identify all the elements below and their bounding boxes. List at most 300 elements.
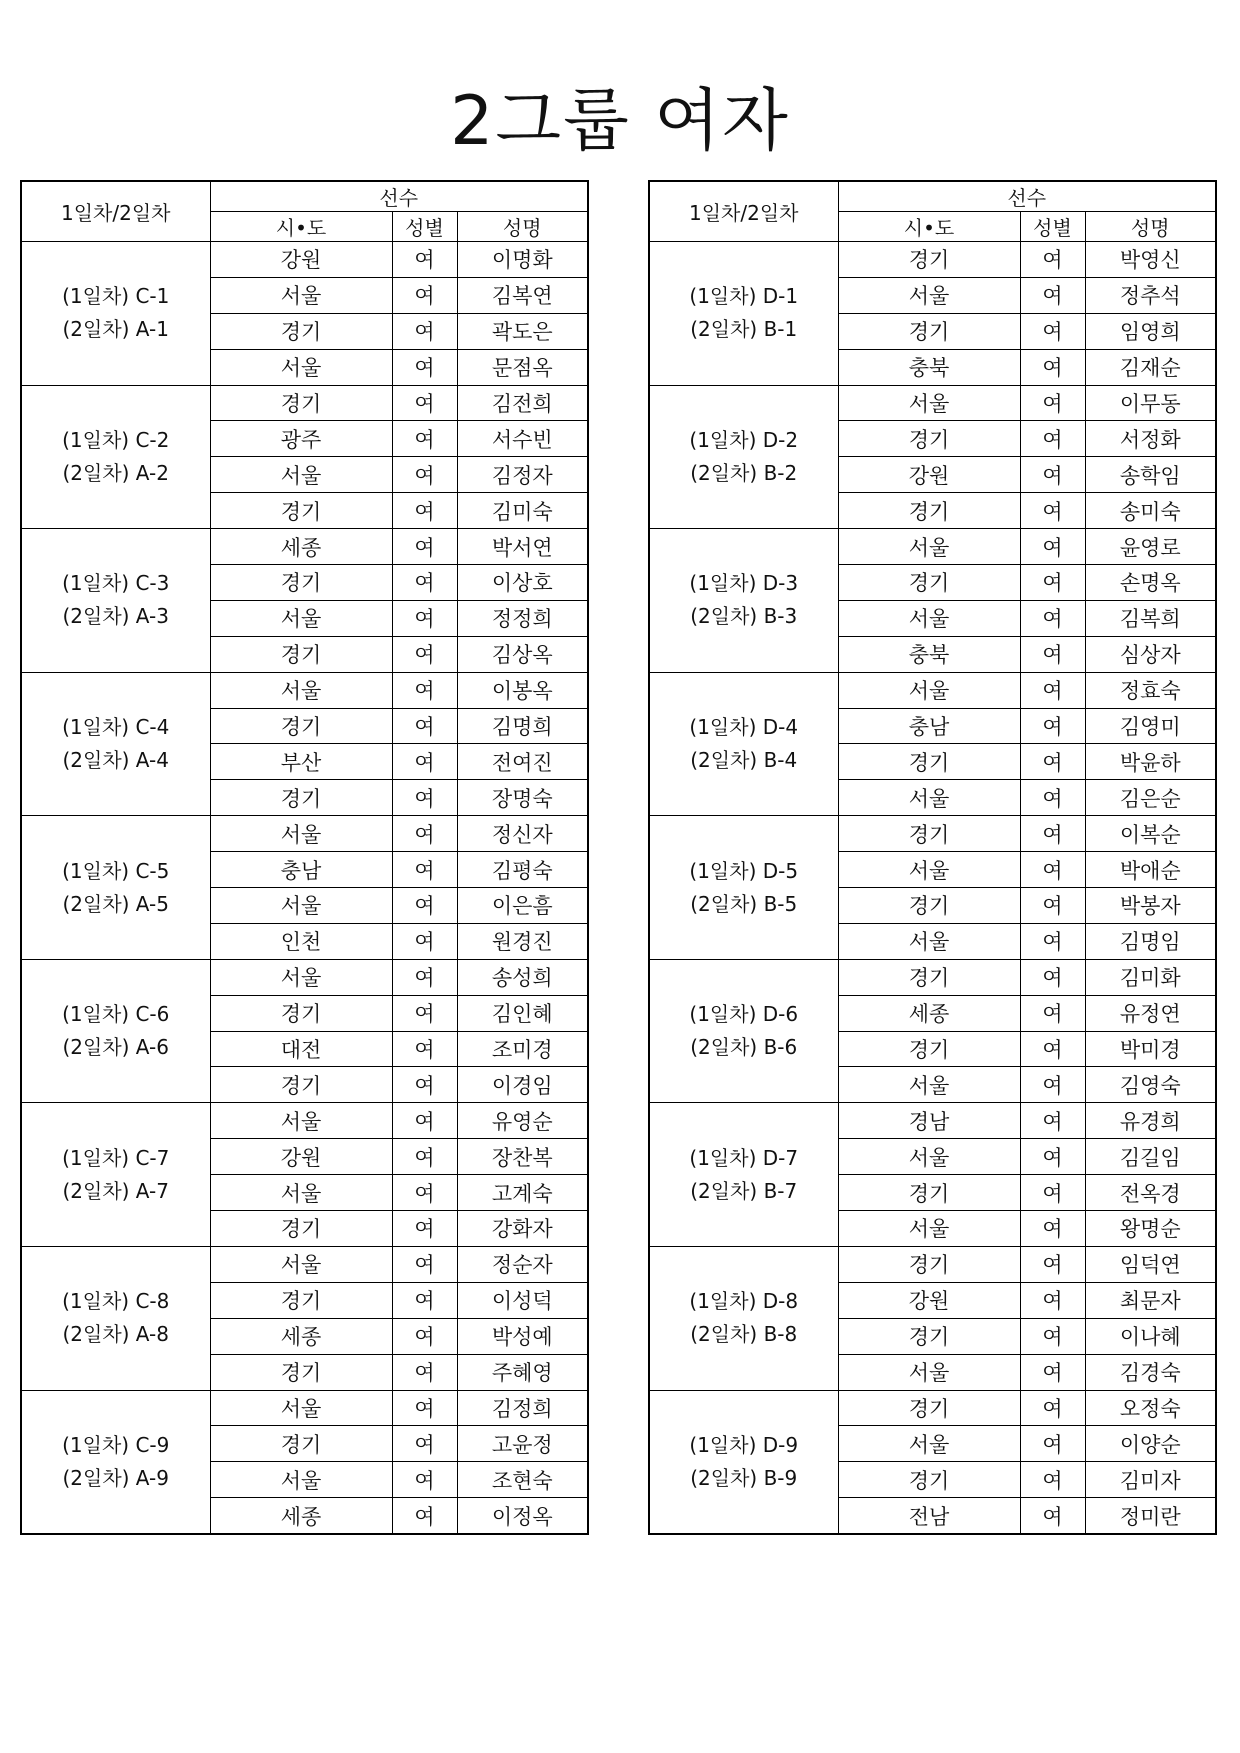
group-label bbox=[21, 1390, 210, 1534]
player-region: 세종 bbox=[210, 529, 392, 565]
player-region: 경남 bbox=[838, 1103, 1020, 1139]
player-name: 김미화 bbox=[1085, 959, 1216, 995]
player-name: 고윤정 bbox=[457, 1426, 588, 1462]
player-gender: 여 bbox=[1020, 672, 1085, 708]
player-name: 송성희 bbox=[457, 959, 588, 995]
player-gender: 여 bbox=[392, 1390, 457, 1426]
player-gender: 여 bbox=[392, 636, 457, 672]
player-region: 경기 bbox=[838, 1246, 1020, 1282]
day2-slot: (2일차) B-3 bbox=[690, 604, 798, 629]
player-name: 장명숙 bbox=[457, 780, 588, 816]
day2-slot: (2일차) A-4 bbox=[62, 747, 169, 772]
table-row bbox=[649, 1390, 1216, 1426]
player-name: 송미숙 bbox=[1085, 493, 1216, 529]
player-name: 왕명순 bbox=[1085, 1211, 1216, 1247]
player-name: 전옥경 bbox=[1085, 1175, 1216, 1211]
player-gender: 여 bbox=[1020, 1426, 1085, 1462]
player-name: 이봉옥 bbox=[457, 672, 588, 708]
player-gender: 여 bbox=[1020, 1246, 1085, 1282]
player-region: 서울 bbox=[210, 1390, 392, 1426]
table-row bbox=[21, 672, 588, 708]
player-region: 서울 bbox=[838, 672, 1020, 708]
player-name: 김미숙 bbox=[457, 493, 588, 529]
player-name: 서정화 bbox=[1085, 421, 1216, 457]
player-name: 김정자 bbox=[457, 457, 588, 493]
player-region: 서울 bbox=[210, 1103, 392, 1139]
player-region: 서울 bbox=[838, 385, 1020, 421]
player-name: 이경임 bbox=[457, 1067, 588, 1103]
day2-slot: (2일차) B-7 bbox=[690, 1178, 798, 1203]
player-gender: 여 bbox=[392, 780, 457, 816]
day1-slot: (1일차) C-4 bbox=[62, 714, 170, 739]
player-gender: 여 bbox=[1020, 493, 1085, 529]
player-name: 윤영로 bbox=[1085, 529, 1216, 565]
player-gender: 여 bbox=[1020, 636, 1085, 672]
player-region: 서울 bbox=[210, 672, 392, 708]
player-name: 박윤하 bbox=[1085, 744, 1216, 780]
day1-slot: (1일차) D-1 bbox=[689, 284, 799, 309]
player-name: 전여진 bbox=[457, 744, 588, 780]
player-name: 김영미 bbox=[1085, 708, 1216, 744]
player-region: 서울 bbox=[838, 277, 1020, 313]
player-gender: 여 bbox=[392, 385, 457, 421]
group-label bbox=[649, 242, 838, 386]
player-gender: 여 bbox=[1020, 1390, 1085, 1426]
player-name: 고계숙 bbox=[457, 1175, 588, 1211]
player-region: 경기 bbox=[210, 636, 392, 672]
player-gender: 여 bbox=[1020, 923, 1085, 959]
player-name: 임영희 bbox=[1085, 313, 1216, 349]
player-gender: 여 bbox=[1020, 888, 1085, 924]
day1-slot: (1일차) D-4 bbox=[689, 714, 799, 739]
day2-slot: (2일차) B-5 bbox=[690, 891, 798, 916]
player-gender: 여 bbox=[1020, 780, 1085, 816]
left-roster-table bbox=[20, 180, 589, 1535]
player-region: 서울 bbox=[210, 888, 392, 924]
player-region: 강원 bbox=[838, 1282, 1020, 1318]
player-region: 경기 bbox=[838, 313, 1020, 349]
player-gender: 여 bbox=[392, 1211, 457, 1247]
player-name: 김은순 bbox=[1085, 780, 1216, 816]
player-name: 손명옥 bbox=[1085, 565, 1216, 601]
player-gender: 여 bbox=[392, 959, 457, 995]
day2-slot: (2일차) B-6 bbox=[690, 1035, 798, 1060]
player-gender: 여 bbox=[1020, 1211, 1085, 1247]
player-gender: 여 bbox=[1020, 708, 1085, 744]
player-name: 김평숙 bbox=[457, 852, 588, 888]
day2-slot: (2일차) A-3 bbox=[62, 604, 169, 629]
player-region: 경기 bbox=[838, 744, 1020, 780]
player-gender: 여 bbox=[392, 313, 457, 349]
player-name: 정효숙 bbox=[1085, 672, 1216, 708]
player-region: 서울 bbox=[210, 349, 392, 385]
player-gender: 여 bbox=[392, 1067, 457, 1103]
group-label bbox=[21, 1246, 210, 1390]
day-header: 1일차/2일차 bbox=[21, 181, 210, 242]
player-region: 경기 bbox=[210, 1211, 392, 1247]
group-label bbox=[649, 1246, 838, 1390]
player-name: 김복희 bbox=[1085, 600, 1216, 636]
table-row bbox=[21, 529, 588, 565]
day1-slot: (1일차) C-1 bbox=[62, 284, 170, 309]
player-name: 김복연 bbox=[457, 277, 588, 313]
player-region: 충북 bbox=[838, 636, 1020, 672]
day-header: 1일차/2일차 bbox=[649, 181, 838, 242]
group-label bbox=[21, 816, 210, 960]
player-gender: 여 bbox=[392, 1175, 457, 1211]
table-row bbox=[649, 672, 1216, 708]
player-region: 경기 bbox=[210, 1426, 392, 1462]
player-region: 경기 bbox=[838, 1462, 1020, 1498]
player-gender: 여 bbox=[1020, 959, 1085, 995]
player-name: 유경희 bbox=[1085, 1103, 1216, 1139]
player-region: 경기 bbox=[838, 1175, 1020, 1211]
day1-slot: (1일차) D-3 bbox=[689, 571, 799, 596]
player-gender: 여 bbox=[392, 816, 457, 852]
group-label bbox=[649, 1390, 838, 1534]
player-region: 경기 bbox=[210, 385, 392, 421]
player-name: 김인혜 bbox=[457, 995, 588, 1031]
player-gender: 여 bbox=[1020, 277, 1085, 313]
player-gender: 여 bbox=[1020, 1175, 1085, 1211]
player-region: 충남 bbox=[838, 708, 1020, 744]
player-name: 조현숙 bbox=[457, 1462, 588, 1498]
player-gender: 여 bbox=[1020, 600, 1085, 636]
player-region: 강원 bbox=[210, 242, 392, 278]
player-name: 장찬복 bbox=[457, 1139, 588, 1175]
player-region: 강원 bbox=[838, 457, 1020, 493]
player-gender: 여 bbox=[392, 744, 457, 780]
player-region: 서울 bbox=[210, 457, 392, 493]
gender-header: 성별 bbox=[392, 212, 457, 242]
day2-slot: (2일차) A-7 bbox=[62, 1178, 169, 1203]
player-header: 선수 bbox=[838, 181, 1216, 212]
player-name: 박서연 bbox=[457, 529, 588, 565]
player-gender: 여 bbox=[392, 277, 457, 313]
player-gender: 여 bbox=[392, 1426, 457, 1462]
player-name: 강화자 bbox=[457, 1211, 588, 1247]
player-region: 경기 bbox=[210, 493, 392, 529]
day1-slot: (1일차) C-2 bbox=[62, 427, 170, 452]
player-gender: 여 bbox=[1020, 1282, 1085, 1318]
player-name: 조미경 bbox=[457, 1031, 588, 1067]
day1-slot: (1일차) D-5 bbox=[689, 858, 799, 883]
player-name: 김경숙 bbox=[1085, 1354, 1216, 1390]
player-region: 서울 bbox=[838, 529, 1020, 565]
table-row bbox=[649, 242, 1216, 278]
player-name: 이무동 bbox=[1085, 385, 1216, 421]
player-gender: 여 bbox=[392, 457, 457, 493]
player-gender: 여 bbox=[392, 708, 457, 744]
player-name: 정정희 bbox=[457, 600, 588, 636]
player-region: 부산 bbox=[210, 744, 392, 780]
player-region: 경기 bbox=[210, 995, 392, 1031]
table-row bbox=[21, 1390, 588, 1426]
group-label bbox=[21, 529, 210, 673]
table-row bbox=[21, 959, 588, 995]
player-name: 이양순 bbox=[1085, 1426, 1216, 1462]
group-label bbox=[649, 816, 838, 960]
player-name: 정미란 bbox=[1085, 1498, 1216, 1534]
player-gender: 여 bbox=[392, 1318, 457, 1354]
player-name: 김상옥 bbox=[457, 636, 588, 672]
player-gender: 여 bbox=[392, 529, 457, 565]
day1-slot: (1일차) C-3 bbox=[62, 571, 170, 596]
player-gender: 여 bbox=[392, 1103, 457, 1139]
player-name: 최문자 bbox=[1085, 1282, 1216, 1318]
group-label bbox=[21, 672, 210, 816]
day1-slot: (1일차) D-9 bbox=[689, 1432, 799, 1457]
player-name: 주혜영 bbox=[457, 1354, 588, 1390]
player-name: 김길임 bbox=[1085, 1139, 1216, 1175]
player-name: 문점옥 bbox=[457, 349, 588, 385]
player-header: 선수 bbox=[210, 181, 588, 212]
player-name: 이성덕 bbox=[457, 1282, 588, 1318]
player-name: 김명임 bbox=[1085, 923, 1216, 959]
group-label bbox=[649, 1103, 838, 1247]
player-gender: 여 bbox=[1020, 313, 1085, 349]
player-region: 서울 bbox=[838, 923, 1020, 959]
player-gender: 여 bbox=[392, 1462, 457, 1498]
player-region: 세종 bbox=[210, 1318, 392, 1354]
day2-slot: (2일차) A-6 bbox=[62, 1035, 169, 1060]
player-gender: 여 bbox=[392, 1282, 457, 1318]
left-roster-body bbox=[21, 242, 588, 1535]
player-region: 경기 bbox=[210, 708, 392, 744]
group-label bbox=[649, 385, 838, 529]
player-gender: 여 bbox=[1020, 529, 1085, 565]
player-region: 서울 bbox=[210, 1175, 392, 1211]
player-name: 정신자 bbox=[457, 816, 588, 852]
player-name: 박영신 bbox=[1085, 242, 1216, 278]
player-name: 곽도은 bbox=[457, 313, 588, 349]
player-gender: 여 bbox=[392, 493, 457, 529]
player-gender: 여 bbox=[392, 242, 457, 278]
player-region: 광주 bbox=[210, 421, 392, 457]
player-name: 서수빈 bbox=[457, 421, 588, 457]
day2-slot: (2일차) A-9 bbox=[62, 1465, 169, 1490]
player-region: 경기 bbox=[838, 242, 1020, 278]
player-gender: 여 bbox=[392, 672, 457, 708]
player-gender: 여 bbox=[392, 421, 457, 457]
player-gender: 여 bbox=[392, 1139, 457, 1175]
group-label bbox=[21, 959, 210, 1103]
player-region: 대전 bbox=[210, 1031, 392, 1067]
day1-slot: (1일차) D-8 bbox=[689, 1289, 799, 1314]
player-region: 경기 bbox=[838, 1318, 1020, 1354]
player-name: 김전희 bbox=[457, 385, 588, 421]
day1-slot: (1일차) C-9 bbox=[62, 1432, 170, 1457]
player-name: 이복순 bbox=[1085, 816, 1216, 852]
player-region: 경기 bbox=[838, 816, 1020, 852]
player-name: 이나혜 bbox=[1085, 1318, 1216, 1354]
player-name: 임덕연 bbox=[1085, 1246, 1216, 1282]
player-gender: 여 bbox=[392, 1498, 457, 1534]
region-header: 시•도 bbox=[838, 212, 1020, 242]
player-name: 이명화 bbox=[457, 242, 588, 278]
table-row bbox=[21, 242, 588, 278]
day1-slot: (1일차) C-6 bbox=[62, 1002, 170, 1027]
day1-slot: (1일차) C-8 bbox=[62, 1289, 170, 1314]
player-region: 서울 bbox=[838, 852, 1020, 888]
player-region: 경기 bbox=[838, 493, 1020, 529]
player-name: 이상호 bbox=[457, 565, 588, 601]
right-roster-body bbox=[649, 242, 1216, 1535]
player-gender: 여 bbox=[1020, 1139, 1085, 1175]
table-row bbox=[649, 529, 1216, 565]
region-header: 시•도 bbox=[210, 212, 392, 242]
gender-header: 성별 bbox=[1020, 212, 1085, 242]
player-region: 서울 bbox=[210, 816, 392, 852]
day2-slot: (2일차) B-9 bbox=[690, 1465, 798, 1490]
player-gender: 여 bbox=[1020, 1462, 1085, 1498]
table-row bbox=[649, 1103, 1216, 1139]
player-name: 이정옥 bbox=[457, 1498, 588, 1534]
day2-slot: (2일차) B-4 bbox=[690, 747, 798, 772]
day1-slot: (1일차) D-6 bbox=[689, 1002, 799, 1027]
group-label bbox=[21, 385, 210, 529]
player-name: 박애순 bbox=[1085, 852, 1216, 888]
player-gender: 여 bbox=[1020, 1318, 1085, 1354]
player-region: 충북 bbox=[838, 349, 1020, 385]
player-name: 유영순 bbox=[457, 1103, 588, 1139]
player-gender: 여 bbox=[1020, 1067, 1085, 1103]
day2-slot: (2일차) A-8 bbox=[62, 1322, 169, 1347]
player-gender: 여 bbox=[1020, 816, 1085, 852]
player-region: 서울 bbox=[210, 1462, 392, 1498]
page-title: 2그룹 여자 bbox=[450, 82, 790, 161]
player-name: 박성예 bbox=[457, 1318, 588, 1354]
player-region: 인천 bbox=[210, 923, 392, 959]
group-label bbox=[649, 529, 838, 673]
player-name: 오정숙 bbox=[1085, 1390, 1216, 1426]
player-region: 서울 bbox=[210, 600, 392, 636]
group-label bbox=[21, 1103, 210, 1247]
player-gender: 여 bbox=[1020, 457, 1085, 493]
player-region: 경기 bbox=[838, 1031, 1020, 1067]
player-region: 충남 bbox=[210, 852, 392, 888]
player-gender: 여 bbox=[1020, 242, 1085, 278]
player-region: 경기 bbox=[210, 565, 392, 601]
player-name: 김재순 bbox=[1085, 349, 1216, 385]
player-gender: 여 bbox=[392, 852, 457, 888]
player-region: 서울 bbox=[838, 600, 1020, 636]
day2-slot: (2일차) B-8 bbox=[690, 1322, 798, 1347]
player-gender: 여 bbox=[392, 888, 457, 924]
group-label bbox=[21, 242, 210, 386]
player-gender: 여 bbox=[392, 1354, 457, 1390]
player-region: 경기 bbox=[838, 888, 1020, 924]
player-name: 김명희 bbox=[457, 708, 588, 744]
player-region: 경기 bbox=[838, 1390, 1020, 1426]
table-row bbox=[21, 816, 588, 852]
player-region: 서울 bbox=[210, 1246, 392, 1282]
player-gender: 여 bbox=[392, 565, 457, 601]
player-region: 서울 bbox=[838, 1426, 1020, 1462]
player-gender: 여 bbox=[1020, 852, 1085, 888]
player-region: 세종 bbox=[210, 1498, 392, 1534]
right-roster-table bbox=[648, 180, 1217, 1535]
player-name: 원경진 bbox=[457, 923, 588, 959]
player-region: 경기 bbox=[210, 1354, 392, 1390]
player-region: 강원 bbox=[210, 1139, 392, 1175]
name-header: 성명 bbox=[457, 212, 588, 242]
player-gender: 여 bbox=[392, 600, 457, 636]
player-region: 서울 bbox=[210, 277, 392, 313]
player-name: 심상자 bbox=[1085, 636, 1216, 672]
player-region: 경기 bbox=[210, 1282, 392, 1318]
player-gender: 여 bbox=[392, 995, 457, 1031]
player-region: 세종 bbox=[838, 995, 1020, 1031]
day1-slot: (1일차) D-7 bbox=[689, 1145, 799, 1170]
player-gender: 여 bbox=[1020, 565, 1085, 601]
player-region: 경기 bbox=[210, 1067, 392, 1103]
player-name: 김정희 bbox=[457, 1390, 588, 1426]
table-row bbox=[649, 1246, 1216, 1282]
player-region: 경기 bbox=[210, 780, 392, 816]
player-gender: 여 bbox=[392, 349, 457, 385]
day2-slot: (2일차) A-5 bbox=[62, 891, 169, 916]
player-name: 정순자 bbox=[457, 1246, 588, 1282]
player-gender: 여 bbox=[1020, 421, 1085, 457]
table-row bbox=[21, 1103, 588, 1139]
day2-slot: (2일차) B-2 bbox=[690, 460, 798, 485]
group-label bbox=[649, 959, 838, 1103]
player-name: 박미경 bbox=[1085, 1031, 1216, 1067]
player-region: 서울 bbox=[838, 1211, 1020, 1247]
player-name: 박봉자 bbox=[1085, 888, 1216, 924]
table-row bbox=[21, 1246, 588, 1282]
player-name: 김영숙 bbox=[1085, 1067, 1216, 1103]
player-gender: 여 bbox=[1020, 1354, 1085, 1390]
player-region: 서울 bbox=[838, 780, 1020, 816]
player-gender: 여 bbox=[1020, 744, 1085, 780]
player-region: 서울 bbox=[838, 1067, 1020, 1103]
table-row bbox=[21, 385, 588, 421]
player-gender: 여 bbox=[1020, 385, 1085, 421]
player-region: 서울 bbox=[838, 1354, 1020, 1390]
player-region: 경기 bbox=[838, 421, 1020, 457]
day1-slot: (1일차) D-2 bbox=[689, 427, 799, 452]
player-name: 유정연 bbox=[1085, 995, 1216, 1031]
player-name: 송학임 bbox=[1085, 457, 1216, 493]
day2-slot: (2일차) A-1 bbox=[62, 317, 169, 342]
player-region: 경기 bbox=[838, 565, 1020, 601]
player-gender: 여 bbox=[1020, 995, 1085, 1031]
group-label bbox=[649, 672, 838, 816]
player-gender: 여 bbox=[392, 1031, 457, 1067]
name-header: 성명 bbox=[1085, 212, 1216, 242]
player-region: 서울 bbox=[210, 959, 392, 995]
player-region: 서울 bbox=[838, 1139, 1020, 1175]
player-region: 경기 bbox=[210, 313, 392, 349]
player-name: 이은흠 bbox=[457, 888, 588, 924]
player-name: 정추석 bbox=[1085, 277, 1216, 313]
player-region: 경기 bbox=[838, 959, 1020, 995]
player-region: 전남 bbox=[838, 1498, 1020, 1534]
day2-slot: (2일차) B-1 bbox=[690, 317, 798, 342]
day2-slot: (2일차) A-2 bbox=[62, 460, 169, 485]
day1-slot: (1일차) C-7 bbox=[62, 1145, 170, 1170]
player-gender: 여 bbox=[1020, 349, 1085, 385]
table-row bbox=[649, 816, 1216, 852]
player-gender: 여 bbox=[1020, 1031, 1085, 1067]
day1-slot: (1일차) C-5 bbox=[62, 858, 170, 883]
table-row bbox=[649, 959, 1216, 995]
player-gender: 여 bbox=[1020, 1103, 1085, 1139]
player-gender: 여 bbox=[1020, 1498, 1085, 1534]
player-gender: 여 bbox=[392, 1246, 457, 1282]
